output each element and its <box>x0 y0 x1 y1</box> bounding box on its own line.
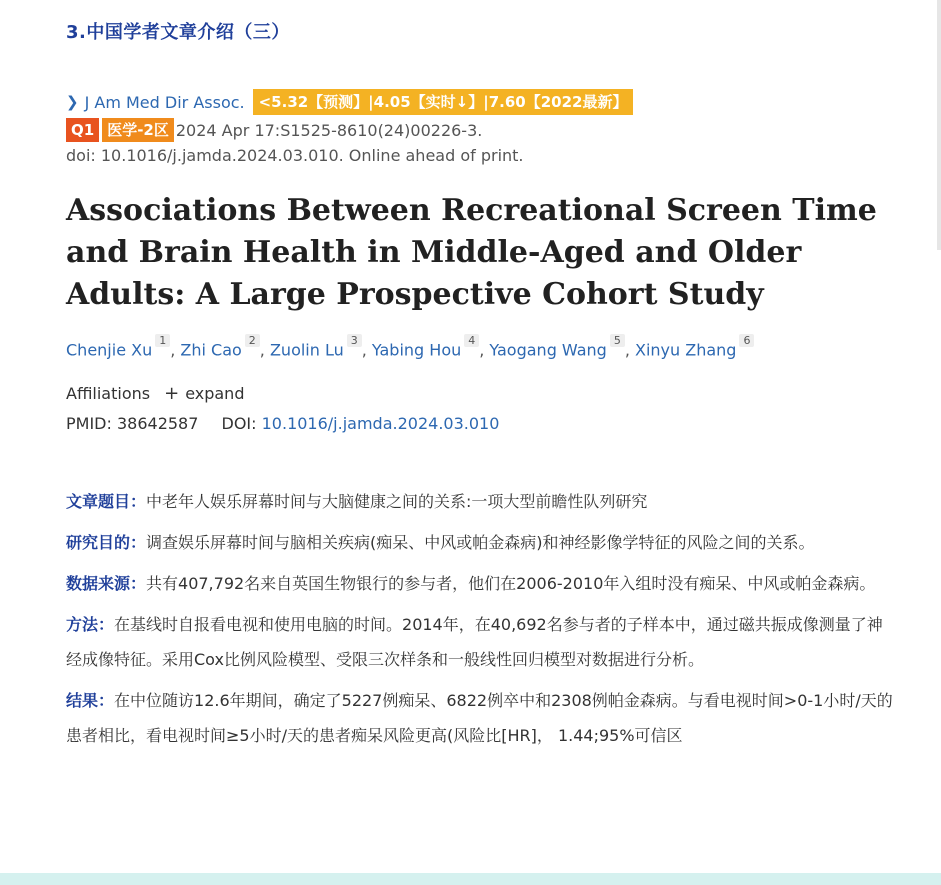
author-link[interactable]: Yabing Hou <box>371 340 462 360</box>
summary-text: 共有407,792名来自英国生物银行的参与者，他们在2006-2010年入组时没有痴呆、中风或帕金森病。 <box>146 574 876 593</box>
summary-text: 中老年人娱乐屏幕时间与大脑健康之间的关系:一项大型前瞻性队列研究 <box>146 492 648 511</box>
author-list: Chenjie Xu $^1$ , Zhi Cao $^2$ , Zuolin Lu $^3$ , Yabing Hou $^4$ , Yaogang Wang $^5$ , Xinyu Zhang $^6$ <box>66 339 754 359</box>
summary-paragraph <box>66 566 896 601</box>
summary-paragraph <box>66 683 896 753</box>
chevron-right-icon[interactable]: ❯ <box>66 93 79 111</box>
affiliation-number[interactable]: 4 <box>464 334 479 347</box>
author-link[interactable]: Yaogang Wang <box>489 340 607 360</box>
summary <box>66 484 896 759</box>
affiliation-number[interactable]: 6 <box>739 334 754 347</box>
affiliation-number[interactable]: 1 <box>155 334 170 347</box>
bottom-bar <box>0 873 941 885</box>
author-link[interactable]: Xinyu Zhang <box>635 340 737 360</box>
paper-title: Associations Between Recreational Screen Time and Brain Health in Middle-Aged and Older Adults: A Large Prospective Cohort Study <box>66 193 877 312</box>
affiliation-number[interactable]: 3 <box>347 334 362 347</box>
author-link[interactable]: Zuolin Lu <box>269 340 344 360</box>
summary-label: 数据来源： <box>66 574 147 593</box>
impact-factor-badge: <5.32【预测】|4.05【实时↓】|7.60【2022最新】 <box>253 89 634 115</box>
journal-link[interactable]: J Am Med Dir Assoc. <box>84 92 245 112</box>
doi-link[interactable]: 10.1016/j.jamda.2024.03.010 <box>261 414 500 433</box>
expand-label[interactable]: expand <box>185 384 245 403</box>
scrollbar[interactable] <box>937 0 941 250</box>
affiliations-label: Affiliations <box>66 384 151 403</box>
summary-paragraph <box>66 607 896 677</box>
doi-label: DOI: <box>221 414 257 433</box>
summary-text: 在基线时自报看电视和使用电脑的时间。2014年，在40,692名参与者的子样本中，通过磁共振成像测量了神经成像特征。采用Cox比例风险模型、受限三次样条和一般线性回归模型对数据进行分析。 <box>66 615 883 669</box>
summary-text: 调查娱乐屏幕时间与脑相关疾病(痴呆、中风或帕金森病)和神经影像学特征的风险之间的关系。 <box>146 533 815 552</box>
summary-label: 研究目的： <box>66 533 147 552</box>
summary-text: 在中位随访12.6年期间，确定了5227例痴呆、6822例卒中和2308例帕金森病。与看电视时间>0-1小时/天的患者相比，看电视时间≥5小时/天的患者痴呆风险更高(风险比[HR]， 1.44;95%可信区 <box>66 691 893 745</box>
affiliation-number[interactable]: 5 <box>610 334 625 347</box>
affiliations-toggle[interactable] <box>66 383 244 404</box>
author-link[interactable]: Zhi Cao <box>180 340 242 360</box>
summary-label: 方法： <box>66 615 115 634</box>
summary-label: 文章题目： <box>66 492 147 511</box>
citation-line <box>66 117 482 143</box>
affiliation-number[interactable]: 2 <box>245 334 260 347</box>
summary-label: 结果： <box>66 691 115 710</box>
quartile-badge: Q1 <box>66 118 99 142</box>
pmid: PMID: 38642587 <box>66 414 199 433</box>
section-title: 3.中国学者文章介绍（三） <box>66 22 290 43</box>
summary-paragraph <box>66 525 896 560</box>
identifiers <box>66 414 499 433</box>
author-link[interactable]: Chenjie Xu <box>66 340 153 360</box>
citation-date: 2024 Apr 17:S1525-8610(24)00226-3. <box>175 120 483 140</box>
plus-icon: + <box>164 383 180 404</box>
doi-line: doi: 10.1016/j.jamda.2024.03.010. Online ahead of print. <box>66 146 524 165</box>
journal-line <box>66 89 633 115</box>
summary-paragraph <box>66 484 896 519</box>
category-badge: 医学-2区 <box>102 118 174 142</box>
